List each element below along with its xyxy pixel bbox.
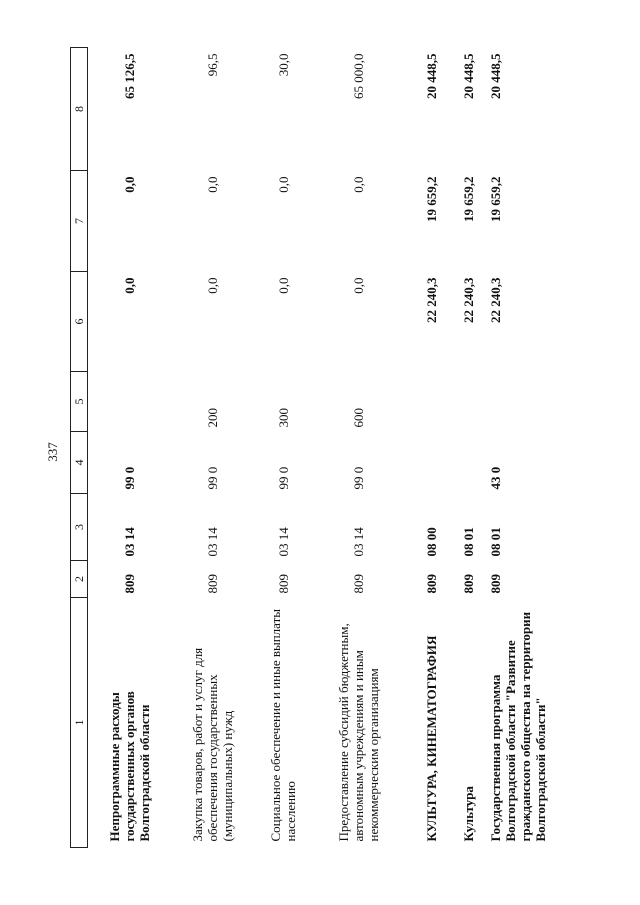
row-name: Предоставление субсидий бюджетным, автономным учреждениям и иным некоммерческим организациям: [335, 623, 381, 842]
cell-ministry: 809: [488, 574, 503, 594]
table-row: [414, 48, 448, 848]
cell-amount-1: 22 240,3: [460, 277, 476, 323]
row-name: Социальное обеспечение и иные выплаты населению: [268, 608, 298, 842]
table-row: [488, 48, 588, 848]
cell-amount-2: 0,0: [121, 176, 137, 193]
cell-expense-type: 300: [275, 408, 291, 428]
cell-amount-1: 22 240,3: [488, 277, 503, 323]
cell-section: 03 14: [275, 527, 291, 557]
cell-ministry: 809: [423, 574, 439, 594]
cell-amount-3: 30,0: [275, 53, 291, 77]
cell-target: 99 0: [121, 466, 137, 490]
column-header: 4: [71, 432, 88, 494]
cell-section: 08 01: [460, 527, 476, 557]
cell-amount-1: 0,0: [121, 277, 137, 294]
table-row: [170, 48, 254, 848]
cell-target: [414, 432, 448, 494]
budget-table: [70, 47, 588, 848]
column-header: 6: [71, 272, 88, 372]
cell-expense-type: [488, 372, 588, 432]
cell-amount-3: 20 448,5: [460, 53, 476, 99]
table-row: [458, 48, 478, 848]
cell-amount-1: 0,0: [204, 277, 220, 294]
cell-amount-1: 0,0: [350, 277, 366, 294]
cell-target: [458, 432, 478, 494]
cell-ministry: 809: [275, 574, 291, 594]
table-row: [264, 48, 302, 848]
cell-expense-type: 600: [350, 408, 366, 428]
table-row: [312, 48, 404, 848]
column-header: 2: [71, 561, 88, 598]
cell-amount-2: 19 659,2: [488, 176, 503, 222]
row-name: Государственная программа Волгоградской области "Развитие гражданского общества на территории Волгоградской области": [488, 611, 548, 842]
cell-expense-type: [458, 372, 478, 432]
cell-amount-2: 0,0: [275, 176, 291, 193]
cell-amount-1: 0,0: [275, 277, 291, 294]
cell-amount-2: 0,0: [350, 176, 366, 193]
cell-target: 99 0: [204, 466, 220, 490]
cell-ministry: 809: [350, 574, 366, 594]
cell-amount-2: 19 659,2: [423, 176, 439, 222]
cell-amount-3: 65 126,5: [121, 53, 137, 99]
cell-target: 43 0: [488, 466, 503, 490]
cell-expense-type: 200: [204, 408, 220, 428]
column-header: 7: [71, 171, 88, 272]
cell-amount-2: 19 659,2: [460, 176, 476, 222]
cell-amount-2: 0,0: [204, 176, 220, 193]
cell-ministry: 809: [121, 574, 137, 594]
cell-ministry: 809: [204, 574, 220, 594]
cell-expense-type: [414, 372, 448, 432]
row-name: Культура: [460, 786, 476, 842]
row-name: Закупка товаров, работ и услуг для обеспечения государственных (муниципальных) нужд: [189, 647, 235, 842]
cell-amount-3: 96,5: [204, 53, 220, 77]
column-header: 3: [71, 494, 88, 561]
row-name: КУЛЬТУРА, КИНЕМАТОГРАФИЯ: [423, 635, 439, 842]
cell-section: 08 00: [423, 527, 439, 557]
row-name: Непрограммные расходы государственных органов Волгоградской области: [106, 691, 152, 842]
cell-ministry: 809: [460, 574, 476, 594]
page-number: 337: [45, 442, 60, 462]
cell-target: 99 0: [275, 466, 291, 490]
column-header: 8: [71, 48, 88, 171]
cell-amount-1: 22 240,3: [423, 277, 439, 323]
cell-section: 03 14: [121, 527, 137, 557]
cell-amount-3: 20 448,5: [488, 53, 503, 99]
column-header: 1: [71, 598, 88, 848]
column-header: 5: [71, 372, 88, 432]
cell-section: 03 14: [350, 527, 366, 557]
table-row: [98, 48, 160, 848]
cell-target: 99 0: [350, 466, 366, 490]
table-header-row: [71, 48, 88, 848]
cell-expense-type: [98, 372, 160, 432]
cell-amount-3: 20 448,5: [423, 53, 439, 99]
rotated-page-content: [70, 48, 548, 848]
cell-section: 03 14: [204, 527, 220, 557]
cell-section: 08 01: [488, 527, 503, 557]
cell-amount-3: 65 000,0: [350, 53, 366, 99]
